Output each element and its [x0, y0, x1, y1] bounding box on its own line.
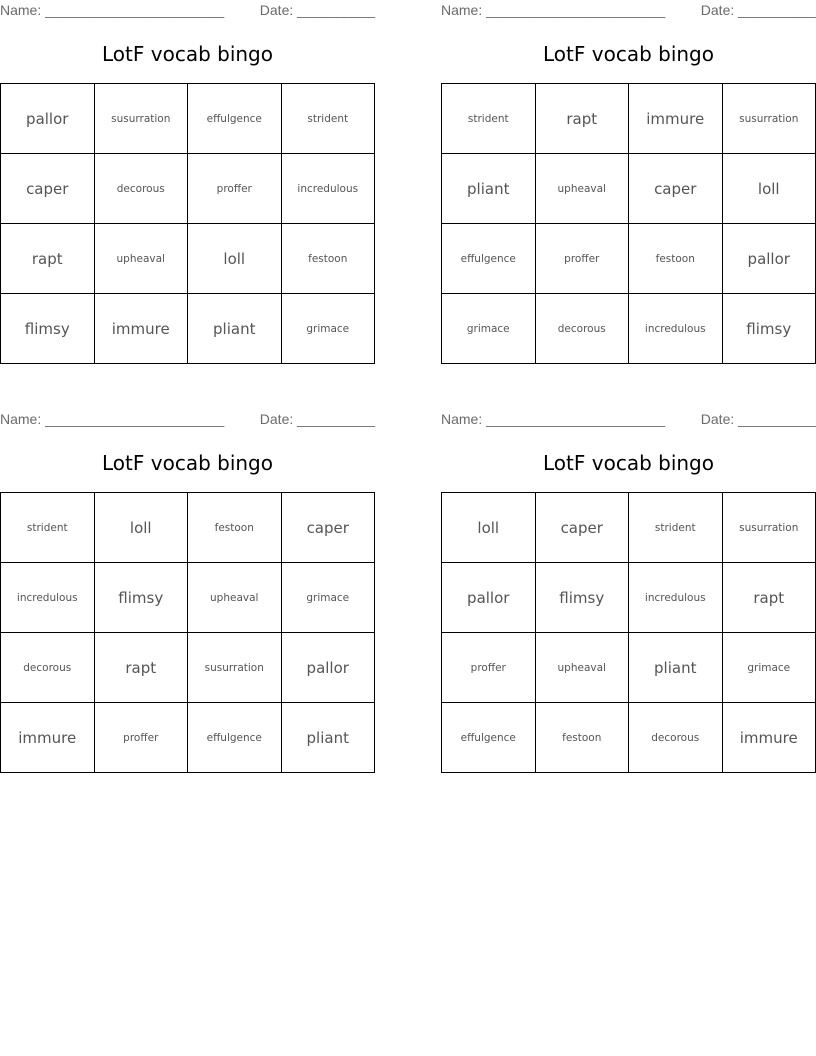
- bingo-row: [1, 703, 375, 773]
- bingo-row: [442, 154, 816, 224]
- bingo-cell: grimace: [722, 633, 816, 703]
- name-field: Name: _______________________: [0, 411, 225, 427]
- bingo-row: [442, 703, 816, 773]
- bingo-cell: pallor: [442, 563, 536, 633]
- bingo-row: [442, 84, 816, 154]
- bingo-cell: proffer: [188, 154, 282, 224]
- card-title: LotF vocab bingo: [543, 451, 714, 475]
- bingo-cell: susurration: [722, 84, 816, 154]
- bingo-cell: pallor: [1, 84, 95, 154]
- bingo-cell: upheaval: [535, 633, 629, 703]
- bingo-cell: susurration: [94, 84, 188, 154]
- bingo-cell: immure: [1, 703, 95, 773]
- bingo-cell: festoon: [188, 493, 282, 563]
- bingo-card-2: [441, 0, 816, 365]
- bingo-grid: [441, 492, 816, 773]
- name-field: Name: _______________________: [441, 2, 666, 18]
- bingo-cell: susurration: [188, 633, 282, 703]
- bingo-cell: caper: [1, 154, 95, 224]
- bingo-card-1: [0, 0, 375, 365]
- bingo-cell: caper: [281, 493, 375, 563]
- bingo-cell: immure: [722, 703, 816, 773]
- name-field: Name: _______________________: [0, 2, 225, 18]
- bingo-cell: incredulous: [1, 563, 95, 633]
- bingo-cell: decorous: [535, 294, 629, 364]
- bingo-cell: upheaval: [188, 563, 282, 633]
- card-header: [0, 2, 375, 20]
- bingo-row: [1, 294, 375, 364]
- bingo-cell: effulgence: [442, 703, 536, 773]
- bingo-cell: proffer: [535, 224, 629, 294]
- bingo-row: [1, 84, 375, 154]
- name-field: Name: _______________________: [441, 411, 666, 427]
- bingo-grid: [0, 83, 375, 364]
- date-field: Date: __________: [700, 411, 816, 427]
- bingo-cell: strident: [1, 493, 95, 563]
- bingo-cell: incredulous: [629, 294, 723, 364]
- bingo-cell: flimsy: [722, 294, 816, 364]
- bingo-cell: immure: [94, 294, 188, 364]
- bingo-cell: festoon: [281, 224, 375, 294]
- bingo-cell: festoon: [535, 703, 629, 773]
- card-header: [0, 411, 375, 429]
- bingo-cell: strident: [629, 493, 723, 563]
- bingo-card-4: [441, 409, 816, 774]
- bingo-card-3: [0, 409, 375, 774]
- bingo-row: [442, 493, 816, 563]
- bingo-grid: [441, 83, 816, 364]
- card-title: LotF vocab bingo: [102, 451, 273, 475]
- bingo-row: [442, 563, 816, 633]
- bingo-cell: rapt: [722, 563, 816, 633]
- bingo-row: [1, 493, 375, 563]
- bingo-cell: caper: [629, 154, 723, 224]
- date-field: Date: __________: [700, 2, 816, 18]
- bingo-cell: upheaval: [535, 154, 629, 224]
- bingo-row: [442, 224, 816, 294]
- bingo-cell: effulgence: [442, 224, 536, 294]
- bingo-row: [1, 154, 375, 224]
- card-title: LotF vocab bingo: [102, 42, 273, 66]
- bingo-cell: rapt: [535, 84, 629, 154]
- bingo-cell: loll: [722, 154, 816, 224]
- bingo-cell: upheaval: [94, 224, 188, 294]
- bingo-cell: immure: [629, 84, 723, 154]
- bingo-cell: incredulous: [281, 154, 375, 224]
- bingo-grid: [0, 492, 375, 773]
- date-field: Date: __________: [259, 411, 375, 427]
- bingo-cell: pallor: [281, 633, 375, 703]
- bingo-row: [1, 633, 375, 703]
- bingo-cell: decorous: [629, 703, 723, 773]
- bingo-cell: caper: [535, 493, 629, 563]
- bingo-cell: susurration: [722, 493, 816, 563]
- bingo-cell: strident: [442, 84, 536, 154]
- bingo-cell: incredulous: [629, 563, 723, 633]
- bingo-cell: loll: [442, 493, 536, 563]
- bingo-cell: effulgence: [188, 84, 282, 154]
- bingo-cell: pliant: [188, 294, 282, 364]
- bingo-cell: strident: [281, 84, 375, 154]
- card-header: [441, 2, 816, 20]
- bingo-cell: decorous: [94, 154, 188, 224]
- bingo-row: [1, 224, 375, 294]
- bingo-cell: decorous: [1, 633, 95, 703]
- bingo-row: [442, 294, 816, 364]
- bingo-cell: loll: [188, 224, 282, 294]
- bingo-cell: pliant: [442, 154, 536, 224]
- bingo-cell: flimsy: [535, 563, 629, 633]
- bingo-cell: grimace: [281, 563, 375, 633]
- bingo-cell: grimace: [281, 294, 375, 364]
- bingo-row: [442, 633, 816, 703]
- bingo-cell: effulgence: [188, 703, 282, 773]
- bingo-cell: pliant: [281, 703, 375, 773]
- bingo-cell: pallor: [722, 224, 816, 294]
- bingo-cell: proffer: [442, 633, 536, 703]
- card-header: [441, 411, 816, 429]
- bingo-cell: flimsy: [94, 563, 188, 633]
- bingo-cell: grimace: [442, 294, 536, 364]
- bingo-cell: proffer: [94, 703, 188, 773]
- bingo-row: [1, 563, 375, 633]
- bingo-cell: flimsy: [1, 294, 95, 364]
- bingo-cell: festoon: [629, 224, 723, 294]
- bingo-cell: pliant: [629, 633, 723, 703]
- bingo-cell: rapt: [1, 224, 95, 294]
- bingo-cell: loll: [94, 493, 188, 563]
- bingo-cell: rapt: [94, 633, 188, 703]
- card-title: LotF vocab bingo: [543, 42, 714, 66]
- date-field: Date: __________: [259, 2, 375, 18]
